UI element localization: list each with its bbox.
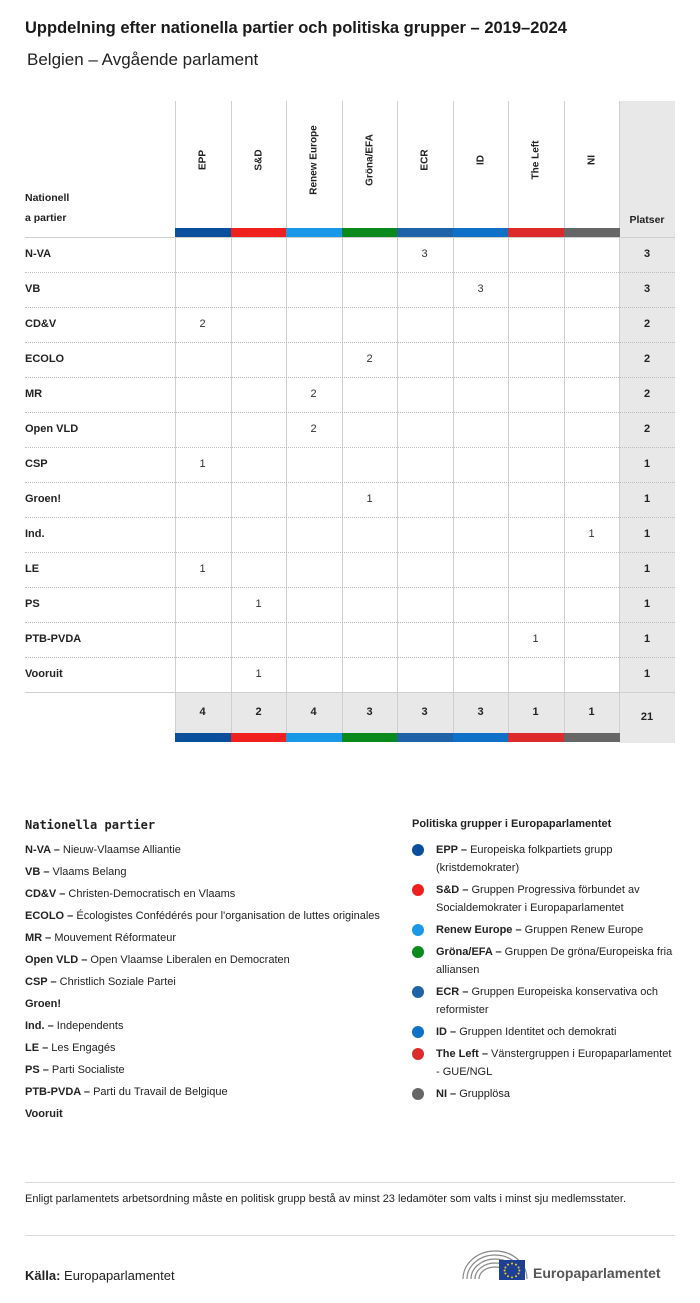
party-label: PTB-PVDA — [25, 633, 82, 645]
group-color-bar — [453, 733, 509, 742]
row-header — [25, 188, 69, 228]
seat-cell: 2 — [366, 353, 373, 365]
legend-group-abbr: EPP – — [436, 844, 467, 856]
legend-party-name: Open Vlaamse Liberalen en Democraten — [90, 954, 290, 966]
eu-parliament-hemicycle-flag-icon — [461, 1245, 529, 1285]
group-total: 3 — [477, 706, 484, 718]
row-divider — [25, 482, 675, 483]
group-total: 3 — [366, 706, 373, 718]
party-label: Vooruit — [25, 668, 63, 680]
row-total: 1 — [643, 528, 651, 540]
legend-party-abbr: N-VA – — [25, 844, 60, 856]
row-total: 2 — [643, 423, 651, 435]
group-header-6 — [508, 104, 563, 224]
total-header: Platser — [629, 214, 665, 226]
seat-cell: 1 — [255, 668, 262, 680]
group-color-bar — [231, 228, 287, 237]
legend-color-dot-icon — [412, 1026, 424, 1038]
row-header-line1: Nationell — [25, 192, 70, 204]
group-color-bar — [286, 228, 342, 237]
legend-party-name: Parti du Travail de Belgique — [93, 1086, 228, 1098]
group-header-5 — [453, 104, 508, 224]
source-label: Källa: — [25, 1268, 61, 1283]
legend-party-abbr: VB – — [25, 866, 50, 878]
group-color-bar — [564, 228, 620, 237]
total-column-background — [619, 101, 675, 743]
group-color-bar — [508, 228, 564, 237]
legend-party-item — [25, 1083, 385, 1101]
row-divider — [25, 272, 675, 273]
legend-party-item — [25, 1061, 385, 1079]
legend-group-abbr: NI – — [436, 1088, 457, 1100]
legend-group-item — [412, 841, 677, 877]
group-total: 1 — [532, 706, 539, 718]
legend-group-item — [412, 983, 677, 1019]
legend-party-name: Écologistes Confédérés pour l'organisation de luttes originales — [76, 910, 380, 922]
group-header-1 — [231, 104, 286, 224]
legend-party-item — [25, 995, 385, 1013]
legend-group-item — [412, 1045, 677, 1081]
row-total: 3 — [643, 248, 651, 260]
seat-cell: 1 — [588, 528, 595, 540]
row-total: 1 — [643, 598, 651, 610]
legend-party-name: Independents — [56, 1020, 124, 1032]
row-total: 1 — [643, 458, 651, 470]
group-header-2 — [286, 104, 341, 224]
legend-party-abbr: Vooruit — [25, 1108, 63, 1120]
group-header-4 — [397, 104, 452, 224]
party-label: N-VA — [25, 248, 52, 260]
row-divider — [25, 587, 675, 588]
legend-group-abbr: Gröna/EFA – — [436, 946, 502, 958]
group-color-bar — [342, 228, 398, 237]
divider — [25, 1182, 675, 1183]
legend-group-name: Grupplösa — [459, 1088, 511, 1100]
legend-party-item — [25, 1017, 385, 1035]
row-total: 1 — [643, 493, 651, 505]
legend-color-dot-icon — [412, 1088, 424, 1100]
legend-party-item — [25, 973, 385, 991]
legend-party-name: Parti Socialiste — [51, 1064, 125, 1076]
legend-color-dot-icon — [412, 986, 424, 998]
party-label: Groen! — [25, 493, 62, 505]
legend-group-abbr: The Left – — [436, 1048, 488, 1060]
row-divider — [25, 657, 675, 658]
legend-party-abbr: CSP – — [25, 976, 57, 988]
party-label: MR — [25, 388, 43, 400]
group-color-bar — [286, 733, 342, 742]
legend-party-name: Christen-Democratisch en Vlaams — [68, 888, 236, 900]
group-color-bar — [231, 733, 287, 742]
legend-party-abbr: Ind. – — [25, 1020, 54, 1032]
legend-party-abbr: ECOLO – — [25, 910, 74, 922]
legend-party-item — [25, 863, 385, 881]
group-total: 1 — [588, 706, 595, 718]
legend-group-name: Gruppen Europeiska konservativa och reformister — [436, 986, 658, 1016]
group-total: 3 — [421, 706, 428, 718]
legend-party-item — [25, 951, 385, 969]
row-total: 1 — [643, 668, 651, 680]
group-header-label: Renew Europe — [308, 125, 319, 195]
group-color-bar — [508, 733, 564, 742]
legend-party-abbr: CD&V – — [25, 888, 66, 900]
seat-cell: 1 — [532, 633, 539, 645]
seat-cell: 1 — [255, 598, 262, 610]
row-divider — [25, 412, 675, 413]
seat-cell: 3 — [477, 283, 484, 295]
legend-group-abbr: ID – — [436, 1026, 457, 1038]
page-subtitle: Belgien – Avgående parlament — [27, 50, 259, 69]
party-label: Open VLD — [25, 423, 79, 435]
group-color-bar — [175, 733, 231, 742]
legend-party-abbr: LE – — [25, 1042, 49, 1054]
group-total: 4 — [310, 706, 317, 718]
group-color-bar — [397, 228, 453, 237]
row-divider — [25, 552, 675, 553]
legend-group-name: Gruppen Identitet och demokrati — [459, 1026, 617, 1038]
group-header-3 — [342, 104, 397, 224]
seat-cell: 1 — [366, 493, 373, 505]
party-label: ECOLO — [25, 353, 65, 365]
legend-party-abbr: PS – — [25, 1064, 49, 1076]
legend-group-name: Vänstergruppen i Europaparlamentet - GUE/NGL — [436, 1048, 672, 1078]
row-divider — [25, 307, 675, 308]
source — [25, 1268, 175, 1283]
party-label: CSP — [25, 458, 48, 470]
legend-party-item — [25, 907, 385, 925]
legend-party-abbr: Groen! — [25, 998, 62, 1010]
table-bottom-divider — [25, 692, 675, 693]
row-total: 1 — [643, 633, 651, 645]
legend-color-dot-icon — [412, 924, 424, 936]
legend-party-name: Les Engagés — [51, 1042, 116, 1054]
footnote: Enligt parlamentets arbetsordning måste en politisk grupp bestå av minst 23 ledamöter som valts i minst sju medlemsstater. — [25, 1193, 626, 1205]
seat-cell: 1 — [199, 563, 206, 575]
seat-cell: 1 — [199, 458, 206, 470]
group-color-bar — [342, 733, 398, 742]
party-label: VB — [25, 283, 41, 295]
seat-cell: 2 — [310, 423, 317, 435]
legend-party-item — [25, 929, 385, 947]
group-header-label: S&D — [253, 149, 264, 171]
group-header-label: The Left — [530, 140, 541, 180]
source-value: Europaparlamentet — [64, 1268, 175, 1283]
group-total: 2 — [255, 706, 262, 718]
legend-group-abbr: S&D – — [436, 884, 469, 896]
legend-group-abbr: Renew Europe – — [436, 924, 522, 936]
europarl-logo — [461, 1245, 676, 1285]
row-header-line2: a partier — [25, 212, 67, 224]
row-divider — [25, 342, 675, 343]
legend-group-abbr: ECR – — [436, 986, 469, 998]
row-divider — [25, 517, 675, 518]
party-label: PS — [25, 598, 40, 610]
legend-groups — [412, 841, 677, 1107]
legend-group-item — [412, 1023, 677, 1041]
legend-party-abbr: MR – — [25, 932, 52, 944]
row-total: 3 — [643, 283, 651, 295]
group-header-label: ECR — [419, 149, 430, 171]
party-label: CD&V — [25, 318, 57, 330]
legend-party-name: Vlaams Belang — [52, 866, 127, 878]
legend-group-item — [412, 1085, 677, 1103]
legend-group-item — [412, 943, 677, 979]
legend-group-name: Gruppen De gröna/Europeiska fria alliansen — [436, 946, 673, 976]
legend-color-dot-icon — [412, 946, 424, 958]
legend-color-dot-icon — [412, 884, 424, 896]
legend-group-name: Europeiska folkpartiets grupp (kristdemokrater) — [436, 844, 613, 874]
row-divider — [25, 447, 675, 448]
page-title: Uppdelning efter nationella partier och politiska grupper – 2019–2024 — [25, 19, 567, 37]
group-header-label: EPP — [197, 149, 208, 171]
legend-group-name: Gruppen Progressiva förbundet av Socialdemokrater i Europaparlamentet — [436, 884, 640, 914]
group-header-label: Gröna/EFA — [364, 134, 375, 186]
legend-party-item — [25, 1105, 385, 1123]
legend-group-name: Gruppen Renew Europe — [524, 924, 644, 936]
legend-group-item — [412, 921, 677, 939]
legend-party-name: Mouvement Réformateur — [54, 932, 177, 944]
group-header-label: ID — [475, 155, 486, 165]
row-total: 2 — [643, 353, 651, 365]
group-color-bar — [175, 228, 231, 237]
row-total: 2 — [643, 318, 651, 330]
divider — [25, 1235, 675, 1236]
grand-total: 21 — [640, 711, 654, 723]
logo-text: Europaparlamentet — [533, 1265, 661, 1281]
legend-party-abbr: PTB-PVDA – — [25, 1086, 90, 1098]
legend-party-name: Christlich Soziale Partei — [59, 976, 176, 988]
row-divider — [25, 377, 675, 378]
group-header-7 — [564, 104, 619, 224]
seat-cell: 2 — [310, 388, 317, 400]
legend-color-dot-icon — [412, 844, 424, 856]
seat-cell: 2 — [199, 318, 206, 330]
legend-party-name: Nieuw-Vlaamse Alliantie — [62, 844, 181, 856]
legend-party-item — [25, 885, 385, 903]
row-divider — [25, 622, 675, 623]
header-divider — [25, 237, 675, 238]
column-divider — [619, 693, 620, 733]
group-color-bar — [453, 228, 509, 237]
group-color-bar — [564, 733, 620, 742]
legend-groups-title: Politiska grupper i Europaparlamentet — [412, 818, 612, 830]
row-total: 1 — [643, 563, 651, 575]
legend-parties-title: Nationella partier — [25, 818, 156, 832]
party-label: LE — [25, 563, 40, 575]
group-color-bar — [397, 733, 453, 742]
legend-party-item — [25, 841, 385, 859]
legend-parties — [25, 841, 385, 1127]
legend-color-dot-icon — [412, 1048, 424, 1060]
group-header-0 — [175, 104, 230, 224]
legend-party-abbr: Open VLD – — [25, 954, 88, 966]
party-label: Ind. — [25, 528, 45, 540]
seat-cell: 3 — [421, 248, 428, 260]
row-total: 2 — [643, 388, 651, 400]
legend-group-item — [412, 881, 677, 917]
group-header-label: NI — [586, 155, 597, 165]
legend-party-item — [25, 1039, 385, 1057]
group-total: 4 — [199, 706, 206, 718]
